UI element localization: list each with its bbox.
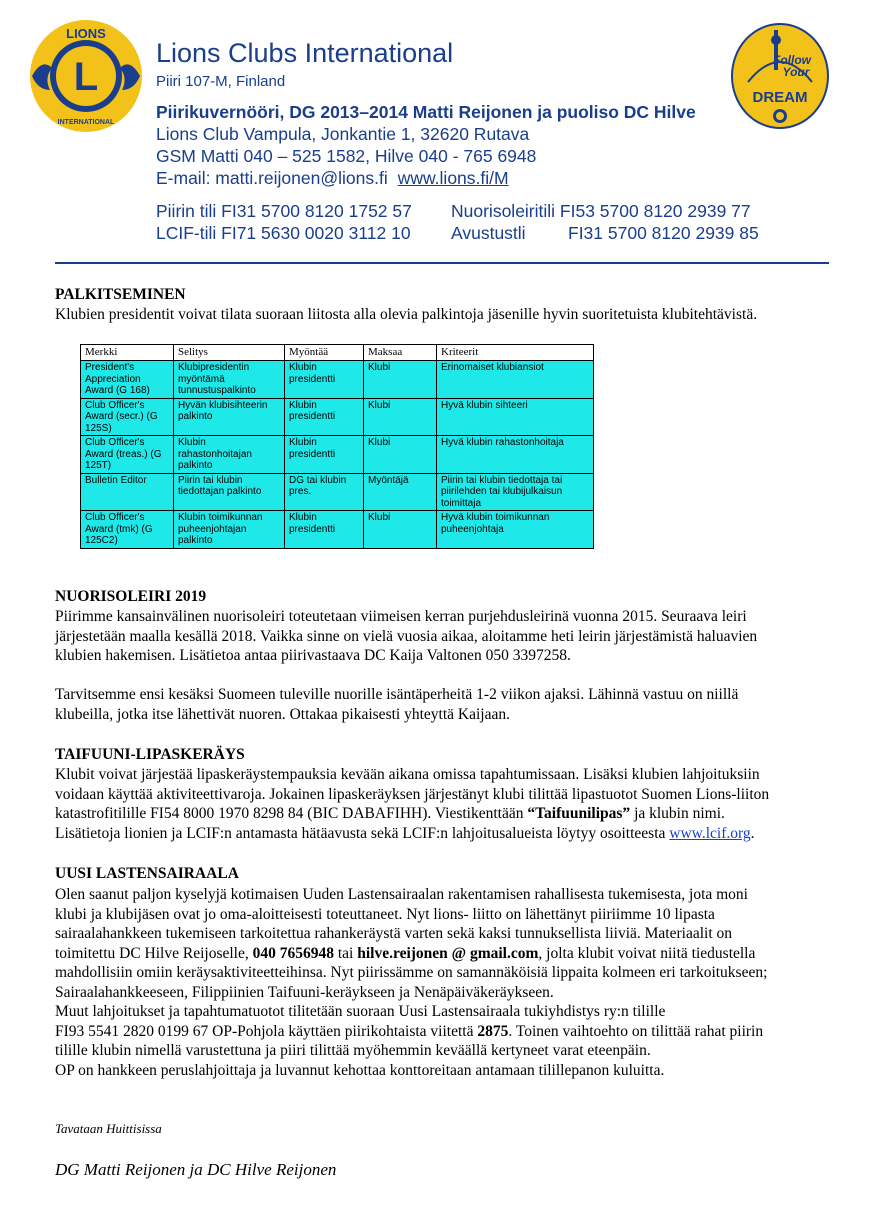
table-cell: Klubipresidentin myöntämä tunnustuspalkinto [174,361,285,399]
table-row [81,361,594,399]
table-cell: Club Officer's Award (treas.) (G 125T) [81,436,174,474]
reference-number: 2875 [477,1022,509,1040]
section-heading-awards: PALKITSEMINEN [55,286,186,303]
lions-logo [28,18,144,134]
district-account: Piirin tili FI31 5700 8120 1752 57 [156,201,412,221]
lcif-account: LCIF-tili FI71 5630 0020 3112 10 [156,223,411,243]
phone-number: 040 7656948 [252,944,334,962]
text-span: . Toinen vaihtoehto on tilittää rahat piirin [508,1022,764,1040]
text-line [55,824,769,844]
text-span: tai [333,944,358,962]
table-cell: Club Officer's Award (tmk) (G 125C2) [81,511,174,549]
text-span: , jolta klubit voivat niitä tiedustella [538,944,756,962]
text-line: klubeilla, jotka itse lähettivät nuoren. Ottakaa pikaisesti yhteyttä Kaijaan. [55,705,510,723]
email-line [156,168,509,189]
table-cell: Klubin toimikunnan puheenjohtajan palkinto [174,511,285,549]
text-line [55,804,769,824]
text-span: toimitettu DC Hilve Reijoselle, [55,944,253,962]
text-line: Tarvitsemme ensi kesäksi Suomeen tuleville nuorille isäntäperheitä 1-2 viikon ajaksi. Lähinnä vastuu on niillä [55,686,739,703]
lions-emblem-icon [28,18,144,134]
table-cell: Klubin rahastonhoitajan palkinto [174,436,285,474]
table-cell: Hyvän klubisihteerin palkinto [174,398,285,436]
greeting: Tavataan Huittisissa [55,1121,162,1136]
table-row [81,473,594,511]
text-line: klubien hakemisen. Lisätietoa antaa piirivastaava DC Kaija Valtonen 050 3397258. [55,647,571,664]
table-cell: Hyvä klubin rahastonhoitaja [437,436,594,474]
column-header: Kriteerit [437,345,594,361]
text-line [55,944,767,964]
text-line: Sairaalahankkeeseen, Filippiinien Taifuuni-keräykseen ja Nenäpäiväkeräykseen. [55,983,554,1001]
text-span: ja klubin nimi. [630,805,725,822]
table-cell: Hyvä klubin sihteeri [437,398,594,436]
website-link[interactable]: www.lions.fi/M [397,168,509,188]
table-cell: Bulletin Editor [81,473,174,511]
dream-emblem-icon [730,22,830,130]
table-cell: Klubi [364,436,437,474]
column-header: Merkki [81,345,174,361]
youth-camp-account: Nuorisoleiritili FI53 5700 8120 2939 77 [451,201,751,221]
text-line: klubi ja klubijäsen ovat jo oma-aloitteisesti toteuttaneet. Nyt lions- liitto on lähettänyt piiriimme 10 lipasta [55,905,715,923]
table-row [81,511,594,549]
follow-your-dream-logo [730,22,830,130]
table-row [81,436,594,474]
phone-numbers: GSM Matti 040 – 525 1582, Hilve 040 - 765 6948 [156,146,537,166]
logo-top-text: LIONS [66,26,106,41]
table-cell: DG tai klubin pres. [285,473,364,511]
club-address: Lions Club Vampula, Jonkantie 1, 32620 Rutava [156,124,530,144]
table-cell: Club Officer's Award (secr.) (G 125S) [81,398,174,436]
dream-line2: Your [782,65,810,79]
youth-camp-paragraph-1 [55,607,757,666]
typhoon-paragraph [55,765,769,843]
awards-table [80,344,594,549]
table-cell: Klubin presidentti [285,511,364,549]
org-name: Lions Clubs International [156,38,454,68]
table-cell: Klubi [364,398,437,436]
dream-line1: Follow [773,53,811,67]
text-line: Klubit voivat järjestää lipaskeräystempauksia kevään aikana omissa tapahtumissaan. Lisäksi klubien lahjoituksiin [55,766,760,783]
text-line: Olen saanut paljon kyselyjä kotimaisen Uuden Lastensairaalan rakentamisen rahallisesta tukemisesta, jota moni [55,886,748,903]
text-line: järjestetään maalla kesällä 2018. Vaikka sinne on vielä vuosia aikaa, aloitamme heti leirin järjestämistä haluavien [55,627,758,645]
accounts-row-1 [156,201,816,223]
text-line: Piirimme kansainvälinen nuorisoleiri toteutetaan viimeisen kerran purjehdusleirinä vuonna 2015. Seuraava leiri [55,608,747,625]
section-heading-youth-camp: NUORISOLEIRI 2019 [55,588,207,605]
table-cell: Hyvä klubin toimikunnan puheenjohtaja [437,511,594,549]
table-cell: Klubi [364,361,437,399]
aid-account-value: FI31 5700 8120 2939 85 [568,223,759,243]
text-span: katastrofitilille FI54 8000 1970 8298 84 (BIC DABAFIHH). Viestikenttään [55,805,528,822]
district-label: Piiri 107-M, Finland [156,73,286,90]
text-line: voidaan käyttää aktiviteettivaroja. Jokainen lipaskeräyksen järjestänyt klubi tilittää lipastuotot Suomen Lions-liiton [55,785,770,803]
table-cell: Klubin presidentti [285,398,364,436]
signature: DG Matti Reijonen ja DC Hilve Reijonen [55,1160,337,1179]
logo-bottom-text: INTERNATIONAL [57,119,115,126]
table-cell: Piirin tai klubin tiedottaja tai piirilehden tai klubijulkaisun toimittaja [437,473,594,511]
table-row [81,398,594,436]
contact-email: hilve.reijonen @ gmail.com [357,944,539,962]
section-heading-typhoon: TAIFUUNI-LIPASKERÄYS [55,746,245,763]
text-span: FI93 5541 2820 0199 67 OP-Pohjola käyttäen piirikohtaista viitettä [55,1022,478,1040]
logo-letter: L [73,55,99,99]
text-span: Lisätietoja lionien ja LCIF:n antamasta hätäavusta sekä LCIF:n lahjoitusalueista löytyy osoitteesta [55,824,670,842]
youth-camp-paragraph-2 [55,685,738,724]
hospital-paragraph [55,885,767,1080]
column-header: Myöntää [285,345,364,361]
awards-intro: Klubien presidentit voivat tilata suoraan liitosta alla olevia palkintoja jäsenille hyvin suoritetuista klubitehtävistä. [55,306,758,323]
table-header-row [81,345,594,361]
column-header: Selitys [174,345,285,361]
district-governor-line: Piirikuvernööri, DG 2013–2014 Matti Reijonen ja puoliso DC Hilve [156,102,696,122]
email-address: E-mail: matti.reijonen@lions.fi [156,168,388,188]
text-line [55,1022,767,1042]
table-cell: Erinomaiset klubiansiot [437,361,594,399]
accounts-row-2 [156,223,816,245]
section-heading-childrens-hospital: UUSI LASTENSAIRAALA [55,865,239,882]
table-cell: Myöntäjä [364,473,437,511]
text-line: mahdollisiin omiin keräysaktiviteetteihinsa. Nyt piirissämme on samannäköisiä lippaita kolmeen eri tarkoitukseen; [55,964,768,981]
text-line: OP on hankkeen peruslahjoittaja ja luvannut kehottaa konttoreitaan antamaan tilillepanon kuluitta. [55,1061,665,1079]
aid-account-label: Avustustli [451,223,526,243]
text-span: . [750,824,755,842]
table-cell: Klubin presidentti [285,436,364,474]
table-cell: Piirin tai klubin tiedottajan palkinto [174,473,285,511]
header-divider [55,262,829,264]
table-cell: President's Appreciation Award (G 168) [81,361,174,399]
table-cell: Klubi [364,511,437,549]
column-header: Maksaa [364,345,437,361]
campaign-name: “Taifuunilipas” [527,805,631,822]
table-cell: Klubin presidentti [285,361,364,399]
text-line: Muut lahjoitukset ja tapahtumatuotot tilitetään suoraan Uusi Lastensairaala tukiyhdistys ry:n tilille [55,1003,666,1020]
text-line: tilille klubin nimellä varustettuna ja piiri tilittää myöhemmin keväällä kertyneet varat eteenpäin. [55,1042,651,1059]
dream-line3: DREAM [752,89,808,106]
text-line: sairaalahankkeen tukemiseen tarkoitettua rahankeräystä varten sekä kaksi tunnuksellista liiviä. Materiaalit on [55,925,733,942]
lcif-link[interactable]: www.lcif.org [669,824,751,842]
